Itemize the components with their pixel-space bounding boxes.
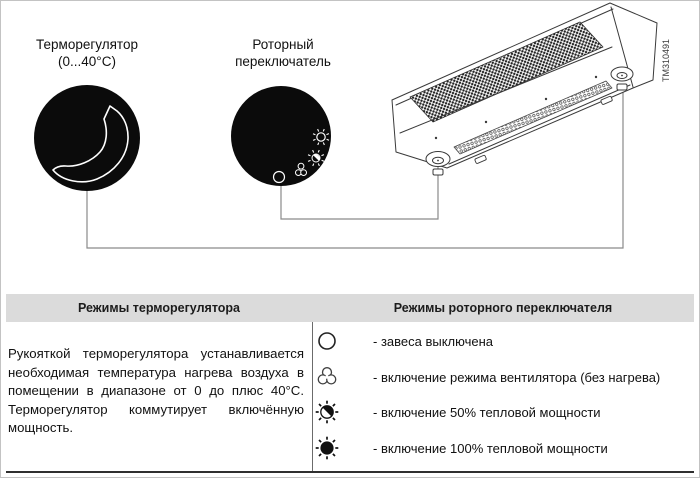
thermoregulator-label-line1: Терморегулятор [36,37,138,52]
full-heat-icon [314,435,340,461]
curtain-off-icon [314,328,340,354]
header-rotary-switch-modes: Режимы роторного переключателя [393,301,613,315]
mode-label: - включение 100% тепловой мощности [373,440,608,456]
half-heat-icon [314,399,340,425]
unit-left-knob [426,152,450,176]
thermoregulator-description: Рукояткой терморегулятора устанавливается необходимая температура нагрева воздуха в помещении в диапазоне от 0 до плюс 40°C. Терморегулятор коммутирует включённую мощность. [8,346,304,436]
table-bottom-rule [6,471,694,473]
mode-label: - завеса выключена [373,333,494,349]
mode-row [314,399,601,425]
air-curtain-unit [392,3,657,175]
thermoregulator-knob [34,85,140,191]
rotary-switch-label-line1: Роторный [252,37,314,52]
modes-table [0,293,700,478]
device-code: TM310491 [661,38,671,82]
rotary-switch-knob [231,86,332,186]
mode-row [314,364,660,390]
column-divider [312,322,313,471]
mode-label: - включение 50% тепловой мощности [373,404,601,420]
thermoregulator-range: (0...40°C) [58,54,116,69]
mode-row [314,435,608,461]
mode-label: - включение режима вентилятора (без нагрева) [373,369,661,385]
rotary-switch-label-line2: переключатель [235,54,331,69]
fan-mode-icon [314,364,340,390]
table-header [6,294,694,322]
header-thermoregulator-modes: Режимы терморегулятора [77,301,240,315]
mode-row [314,328,493,354]
